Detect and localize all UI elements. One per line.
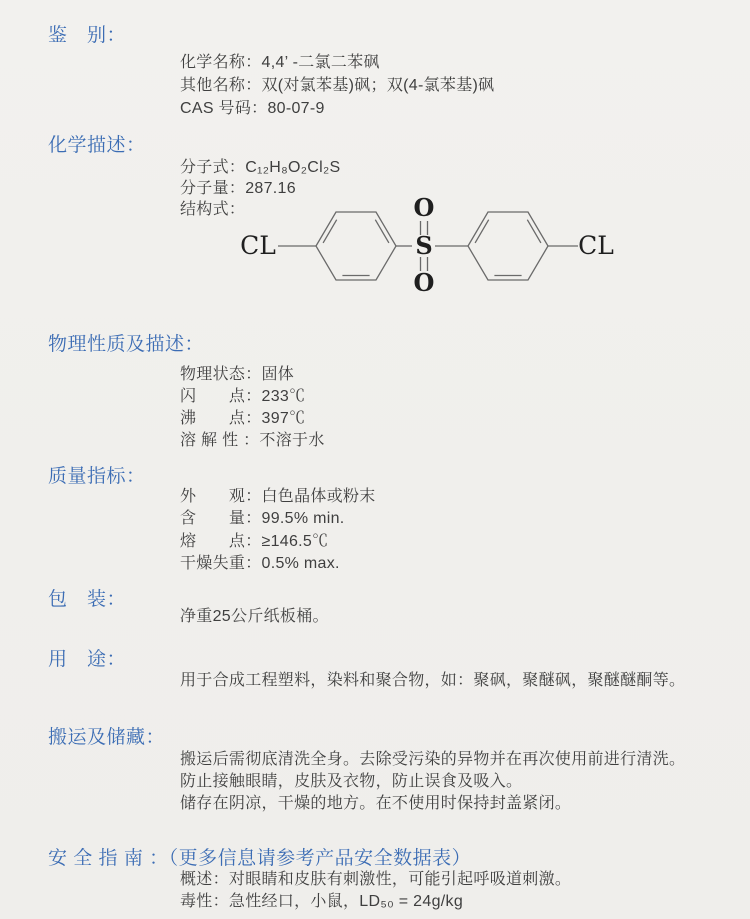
spec-line-solubility: 溶 解 性 ：不溶于水 xyxy=(180,432,325,449)
spec-line-boiling-point: 沸 点：397℃ xyxy=(180,410,306,427)
spec-line-cas-number: CAS 号码：80-07-9 xyxy=(180,100,325,117)
spec-line-molecular-formula: 分子式：C₁₂H₈O₂Cl₂S xyxy=(180,159,341,176)
section-heading-quality-specs: 质量指标： xyxy=(48,466,146,487)
benzene-ring-right xyxy=(468,212,548,280)
section-heading-physical-properties: 物理性质及描述： xyxy=(48,334,205,355)
spec-line-flash-point: 闪 点：233℃ xyxy=(180,388,306,405)
spec-line-chemical-name: 化学名称：4,4’ -二氯二苯砜 xyxy=(180,54,380,71)
spec-line-safety-toxicity: 毒性：急性经口，小鼠，LD₅₀ = 24g/kg xyxy=(180,893,464,910)
oxygen-top-label: O xyxy=(413,193,435,222)
chemical-structure-diagram xyxy=(228,190,618,304)
safety-heading-text: 安 全 指 南 ： xyxy=(48,848,169,869)
chlorine-right-label: CL xyxy=(578,231,614,260)
spec-line-safety-overview: 概述：对眼睛和皮肤有刺激性，可能引起呼吸道刺激。 xyxy=(180,871,572,888)
spec-line-appearance: 外 观：白色晶体或粉末 xyxy=(180,488,376,505)
section-heading-identification: 鉴 别： xyxy=(48,25,127,46)
spec-line-packaging: 净重25公斤纸板桶。 xyxy=(180,608,329,625)
section-heading-usage: 用 途： xyxy=(48,649,127,670)
spec-line-usage: 用于合成工程塑料，染料和聚合物，如：聚砜，聚醚砜，聚醚醚酮等。 xyxy=(180,672,686,689)
spec-line-structural-formula-label: 结构式： xyxy=(180,201,246,218)
chlorine-left-label: CL xyxy=(240,231,276,260)
spec-line-handling-3: 储存在阴凉，干燥的地方。在不使用时保持封盖紧闭。 xyxy=(180,795,572,812)
spec-line-physical-state: 物理状态：固体 xyxy=(180,366,295,383)
spec-line-molecular-weight: 分子量：287.16 xyxy=(180,180,296,197)
oxygen-bottom-label: O xyxy=(413,268,435,297)
spec-line-other-names: 其他名称：双(对氯苯基)砜；双(4-氯苯基)砜 xyxy=(180,77,495,94)
spec-line-handling-2: 防止接触眼睛，皮肤及衣物，防止误食及吸入。 xyxy=(180,773,523,790)
benzene-ring-left xyxy=(316,212,396,280)
spec-line-melting-point: 熔 点：≥146.5℃ xyxy=(180,533,329,550)
section-heading-handling-storage: 搬运及储藏： xyxy=(48,727,166,748)
section-heading-packaging: 包 装： xyxy=(48,589,127,610)
section-heading-chemical-description: 化学描述： xyxy=(48,135,146,156)
spec-line-assay: 含 量：99.5% min. xyxy=(180,510,345,527)
spec-line-handling-1: 搬运后需彻底清洗全身。去除受污染的异物并在再次使用前进行清洗。 xyxy=(180,751,686,768)
sulfur-label: S xyxy=(415,231,433,260)
safety-heading-note: （更多信息请参考产品安全数据表） xyxy=(168,848,472,869)
spec-line-loss-on-drying: 干燥失重：0.5% max. xyxy=(180,555,340,572)
